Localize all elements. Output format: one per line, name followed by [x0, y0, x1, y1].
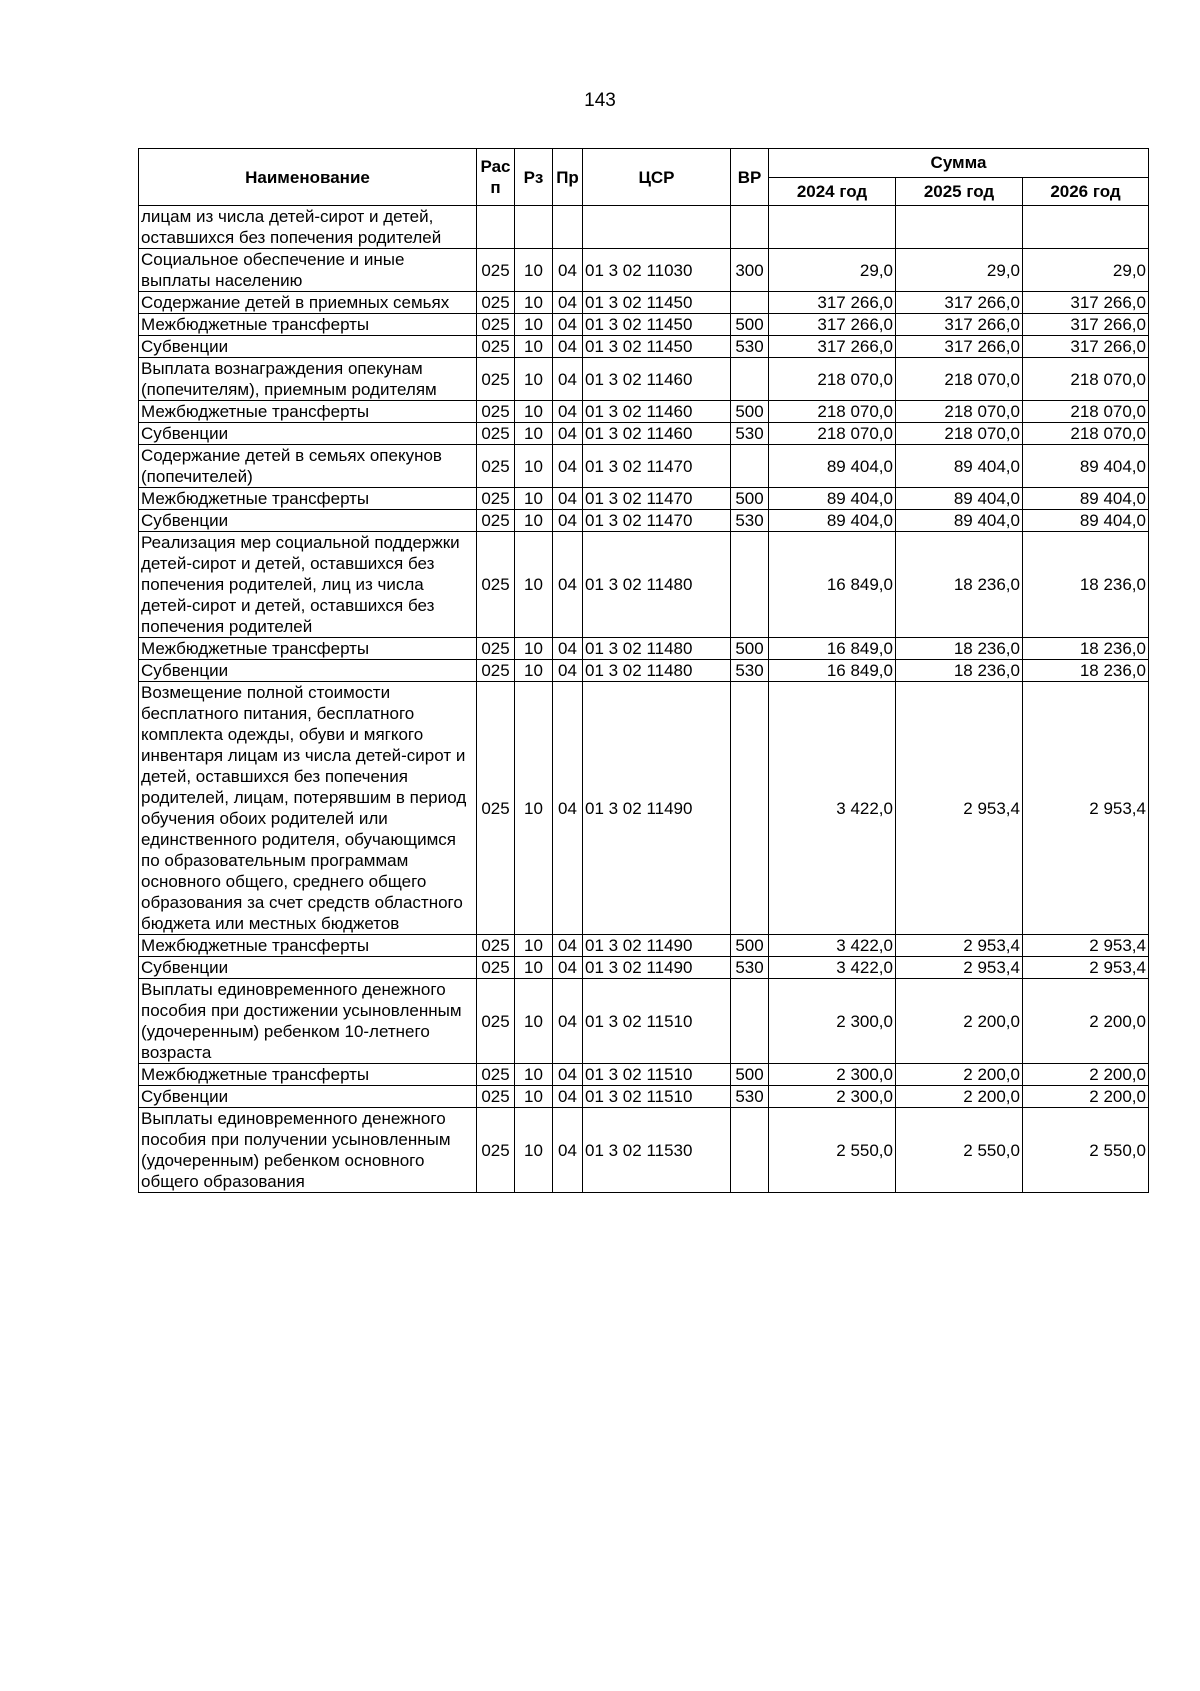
cell-pr: 04: [553, 638, 583, 660]
cell-name: Содержание детей в приемных семьях: [139, 292, 477, 314]
cell-pr: 04: [553, 979, 583, 1064]
cell-csr: 01 3 02 11460: [583, 423, 731, 445]
cell-rz: 10: [515, 401, 553, 423]
cell-csr: 01 3 02 11470: [583, 510, 731, 532]
cell-rz: 10: [515, 1064, 553, 1086]
cell-2024: 317 266,0: [769, 336, 896, 358]
cell-vr: 500: [731, 488, 769, 510]
table-row: [139, 510, 1149, 532]
cell-2025: 89 404,0: [896, 445, 1023, 488]
cell-2026: 29,0: [1023, 249, 1149, 292]
cell-vr: 300: [731, 249, 769, 292]
cell-name: Субвенции: [139, 660, 477, 682]
header-rasp: Рас п: [477, 149, 515, 206]
cell-2026: 2 953,4: [1023, 935, 1149, 957]
cell-csr: 01 3 02 11480: [583, 532, 731, 638]
cell-2026: 18 236,0: [1023, 660, 1149, 682]
header-vr: ВР: [731, 149, 769, 206]
cell-csr: 01 3 02 11530: [583, 1108, 731, 1193]
cell-rasp: 025: [477, 401, 515, 423]
table-row: [139, 660, 1149, 682]
cell-vr: 530: [731, 957, 769, 979]
cell-2024: 3 422,0: [769, 935, 896, 957]
cell-pr: 04: [553, 292, 583, 314]
cell-pr: 04: [553, 358, 583, 401]
cell-2025: 218 070,0: [896, 358, 1023, 401]
cell-rz: 10: [515, 532, 553, 638]
cell-2026: 218 070,0: [1023, 423, 1149, 445]
cell-rasp: 025: [477, 1064, 515, 1086]
cell-2025: 2 953,4: [896, 957, 1023, 979]
cell-csr: 01 3 02 11450: [583, 292, 731, 314]
cell-2025: 18 236,0: [896, 532, 1023, 638]
table-row: [139, 1086, 1149, 1108]
cell-name: Субвенции: [139, 423, 477, 445]
cell-csr: 01 3 02 11490: [583, 682, 731, 935]
cell-csr: 01 3 02 11450: [583, 336, 731, 358]
cell-rasp: 025: [477, 638, 515, 660]
cell-2025: 89 404,0: [896, 488, 1023, 510]
cell-rz: 10: [515, 638, 553, 660]
cell-rasp: 025: [477, 957, 515, 979]
cell-rasp: 025: [477, 249, 515, 292]
cell-rz: 10: [515, 358, 553, 401]
cell-2024: 317 266,0: [769, 314, 896, 336]
cell-rasp: 025: [477, 532, 515, 638]
table-row: [139, 1064, 1149, 1086]
cell-2025: 89 404,0: [896, 510, 1023, 532]
cell-vr: [731, 532, 769, 638]
cell-2024: 317 266,0: [769, 292, 896, 314]
cell-2024: 218 070,0: [769, 358, 896, 401]
cell-2026: 2 200,0: [1023, 1086, 1149, 1108]
cell-2024: 16 849,0: [769, 660, 896, 682]
cell-2026: 2 953,4: [1023, 682, 1149, 935]
cell-rz: 10: [515, 314, 553, 336]
table-row: [139, 488, 1149, 510]
cell-2024: 89 404,0: [769, 488, 896, 510]
cell-2024: 16 849,0: [769, 638, 896, 660]
cell-2026: 317 266,0: [1023, 314, 1149, 336]
budget-table: [138, 148, 1149, 1193]
header-csr: ЦСР: [583, 149, 731, 206]
table-row: [139, 935, 1149, 957]
cell-name: Выплаты единовременного денежного пособия при достижении усыновленным (удочеренным) ребенком 10-летнего возраста: [139, 979, 477, 1064]
cell-vr: 530: [731, 423, 769, 445]
cell-pr: [553, 206, 583, 249]
cell-pr: 04: [553, 314, 583, 336]
cell-vr: 500: [731, 935, 769, 957]
cell-name: Субвенции: [139, 957, 477, 979]
cell-2024: 89 404,0: [769, 510, 896, 532]
cell-2024: 2 300,0: [769, 1064, 896, 1086]
cell-2025: 2 200,0: [896, 1086, 1023, 1108]
cell-name: Межбюджетные трансферты: [139, 935, 477, 957]
cell-name: Социальное обеспечение и иные выплаты населению: [139, 249, 477, 292]
cell-2025: 2 200,0: [896, 979, 1023, 1064]
cell-2025: 18 236,0: [896, 660, 1023, 682]
cell-pr: 04: [553, 532, 583, 638]
cell-rasp: 025: [477, 423, 515, 445]
cell-rz: [515, 206, 553, 249]
cell-csr: 01 3 02 11460: [583, 358, 731, 401]
cell-pr: 04: [553, 1108, 583, 1193]
table-row: [139, 445, 1149, 488]
cell-csr: 01 3 02 11460: [583, 401, 731, 423]
cell-rz: 10: [515, 1086, 553, 1108]
cell-2026: 89 404,0: [1023, 445, 1149, 488]
cell-rz: 10: [515, 935, 553, 957]
cell-name: Межбюджетные трансферты: [139, 401, 477, 423]
cell-2024: 16 849,0: [769, 532, 896, 638]
cell-2026: 218 070,0: [1023, 358, 1149, 401]
cell-2024: 3 422,0: [769, 682, 896, 935]
cell-csr: 01 3 02 11510: [583, 979, 731, 1064]
cell-2024: 2 300,0: [769, 1086, 896, 1108]
cell-2026: 317 266,0: [1023, 336, 1149, 358]
cell-name: Межбюджетные трансферты: [139, 488, 477, 510]
cell-2025: 218 070,0: [896, 423, 1023, 445]
cell-name: Межбюджетные трансферты: [139, 638, 477, 660]
cell-rz: 10: [515, 292, 553, 314]
cell-2025: 2 953,4: [896, 682, 1023, 935]
cell-2025: 317 266,0: [896, 336, 1023, 358]
cell-2026: 2 953,4: [1023, 957, 1149, 979]
cell-vr: 500: [731, 314, 769, 336]
cell-vr: 530: [731, 510, 769, 532]
table-body: [139, 206, 1149, 1193]
table-row: [139, 249, 1149, 292]
cell-rz: 10: [515, 488, 553, 510]
table-row: [139, 206, 1149, 249]
cell-rasp: 025: [477, 336, 515, 358]
cell-csr: 01 3 02 11030: [583, 249, 731, 292]
cell-csr: 01 3 02 11490: [583, 935, 731, 957]
cell-rasp: 025: [477, 314, 515, 336]
cell-pr: 04: [553, 1064, 583, 1086]
cell-vr: [731, 682, 769, 935]
cell-pr: 04: [553, 423, 583, 445]
cell-rasp: 025: [477, 510, 515, 532]
table-row: [139, 292, 1149, 314]
cell-rasp: 025: [477, 935, 515, 957]
cell-vr: 500: [731, 1064, 769, 1086]
cell-vr: 530: [731, 660, 769, 682]
table-row: [139, 682, 1149, 935]
cell-2024: 218 070,0: [769, 423, 896, 445]
cell-rz: 10: [515, 1108, 553, 1193]
cell-2026: 18 236,0: [1023, 532, 1149, 638]
cell-rasp: 025: [477, 682, 515, 935]
table-row: [139, 336, 1149, 358]
cell-pr: 04: [553, 510, 583, 532]
cell-csr: [583, 206, 731, 249]
cell-csr: 01 3 02 11490: [583, 957, 731, 979]
cell-vr: [731, 358, 769, 401]
cell-pr: 04: [553, 660, 583, 682]
cell-2024: [769, 206, 896, 249]
cell-2025: 2 953,4: [896, 935, 1023, 957]
cell-csr: 01 3 02 11470: [583, 488, 731, 510]
cell-rasp: 025: [477, 979, 515, 1064]
cell-rz: 10: [515, 249, 553, 292]
table-row: [139, 638, 1149, 660]
cell-rz: 10: [515, 445, 553, 488]
cell-2024: 2 300,0: [769, 979, 896, 1064]
cell-2024: 3 422,0: [769, 957, 896, 979]
cell-2024: 2 550,0: [769, 1108, 896, 1193]
cell-name: Реализация мер социальной поддержки детей-сирот и детей, оставшихся без попечения родителей, лиц из числа детей-сирот и детей, оставшихся без попечения родителей: [139, 532, 477, 638]
cell-name: Выплаты единовременного денежного пособия при получении усыновленным (удочеренным) ребенком основного общего образования: [139, 1108, 477, 1193]
cell-rz: 10: [515, 682, 553, 935]
cell-2026: 317 266,0: [1023, 292, 1149, 314]
cell-rz: 10: [515, 336, 553, 358]
cell-rasp: 025: [477, 445, 515, 488]
cell-rz: 10: [515, 979, 553, 1064]
header-sum: Сумма: [769, 149, 1149, 178]
table-row: [139, 957, 1149, 979]
cell-rasp: [477, 206, 515, 249]
cell-csr: 01 3 02 11510: [583, 1086, 731, 1108]
cell-pr: 04: [553, 249, 583, 292]
cell-2024: 218 070,0: [769, 401, 896, 423]
table-row: [139, 532, 1149, 638]
cell-csr: 01 3 02 11480: [583, 660, 731, 682]
cell-2025: 29,0: [896, 249, 1023, 292]
header-2026: 2026 год: [1023, 177, 1149, 206]
cell-csr: 01 3 02 11510: [583, 1064, 731, 1086]
cell-rasp: 025: [477, 660, 515, 682]
header-2024: 2024 год: [769, 177, 896, 206]
cell-name: Субвенции: [139, 1086, 477, 1108]
cell-vr: [731, 1108, 769, 1193]
cell-pr: 04: [553, 445, 583, 488]
cell-2026: 18 236,0: [1023, 638, 1149, 660]
cell-rasp: 025: [477, 292, 515, 314]
cell-2026: 2 200,0: [1023, 979, 1149, 1064]
cell-name: Межбюджетные трансферты: [139, 1064, 477, 1086]
cell-2026: [1023, 206, 1149, 249]
cell-vr: 500: [731, 401, 769, 423]
cell-vr: 530: [731, 336, 769, 358]
cell-vr: [731, 979, 769, 1064]
cell-name: Содержание детей в семьях опекунов (попечителей): [139, 445, 477, 488]
cell-pr: 04: [553, 488, 583, 510]
cell-rasp: 025: [477, 488, 515, 510]
cell-pr: 04: [553, 682, 583, 935]
cell-2026: 2 550,0: [1023, 1108, 1149, 1193]
cell-rz: 10: [515, 660, 553, 682]
cell-vr: [731, 292, 769, 314]
table-row: [139, 401, 1149, 423]
header-rz: Рз: [515, 149, 553, 206]
table-row: [139, 1108, 1149, 1193]
header-pr: Пр: [553, 149, 583, 206]
cell-name: Межбюджетные трансферты: [139, 314, 477, 336]
cell-2026: 89 404,0: [1023, 510, 1149, 532]
cell-name: Субвенции: [139, 336, 477, 358]
cell-2025: 2 200,0: [896, 1064, 1023, 1086]
cell-2025: 2 550,0: [896, 1108, 1023, 1193]
cell-2025: 218 070,0: [896, 401, 1023, 423]
cell-csr: 01 3 02 11470: [583, 445, 731, 488]
table-row: [139, 314, 1149, 336]
cell-2024: 29,0: [769, 249, 896, 292]
cell-csr: 01 3 02 11480: [583, 638, 731, 660]
cell-2024: 89 404,0: [769, 445, 896, 488]
cell-name: Возмещение полной стоимости бесплатного питания, бесплатного комплекта одежды, обуви и мягкого инвентаря лицам из числа детей-сирот и детей, оставшихся без попечения родителей, лицам, потерявшим в период обучения обоих родителей или единственного родителя, обучающимся по образовательным программам основного общего, среднего общего образования за счет средств областного бюджета или местных бюджетов: [139, 682, 477, 935]
cell-pr: 04: [553, 935, 583, 957]
cell-pr: 04: [553, 957, 583, 979]
cell-2026: 89 404,0: [1023, 488, 1149, 510]
page-number: 143: [584, 90, 616, 111]
cell-2026: 2 200,0: [1023, 1064, 1149, 1086]
cell-2025: 317 266,0: [896, 292, 1023, 314]
cell-rz: 10: [515, 957, 553, 979]
cell-2025: [896, 206, 1023, 249]
table-row: [139, 979, 1149, 1064]
table-row: [139, 358, 1149, 401]
cell-rasp: 025: [477, 358, 515, 401]
cell-name: Субвенции: [139, 510, 477, 532]
cell-pr: 04: [553, 1086, 583, 1108]
cell-csr: 01 3 02 11450: [583, 314, 731, 336]
header-2025: 2025 год: [896, 177, 1023, 206]
cell-name: Выплата вознаграждения опекунам (попечителям), приемным родителям: [139, 358, 477, 401]
cell-2026: 218 070,0: [1023, 401, 1149, 423]
cell-2025: 317 266,0: [896, 314, 1023, 336]
cell-vr: 500: [731, 638, 769, 660]
cell-vr: [731, 445, 769, 488]
header-name: Наименование: [139, 149, 477, 206]
cell-rasp: 025: [477, 1086, 515, 1108]
table-row: [139, 423, 1149, 445]
cell-pr: 04: [553, 401, 583, 423]
cell-vr: [731, 206, 769, 249]
cell-pr: 04: [553, 336, 583, 358]
cell-vr: 530: [731, 1086, 769, 1108]
cell-rasp: 025: [477, 1108, 515, 1193]
cell-name: лицам из числа детей-сирот и детей, оставшихся без попечения родителей: [139, 206, 477, 249]
cell-2025: 18 236,0: [896, 638, 1023, 660]
cell-rz: 10: [515, 423, 553, 445]
cell-rz: 10: [515, 510, 553, 532]
